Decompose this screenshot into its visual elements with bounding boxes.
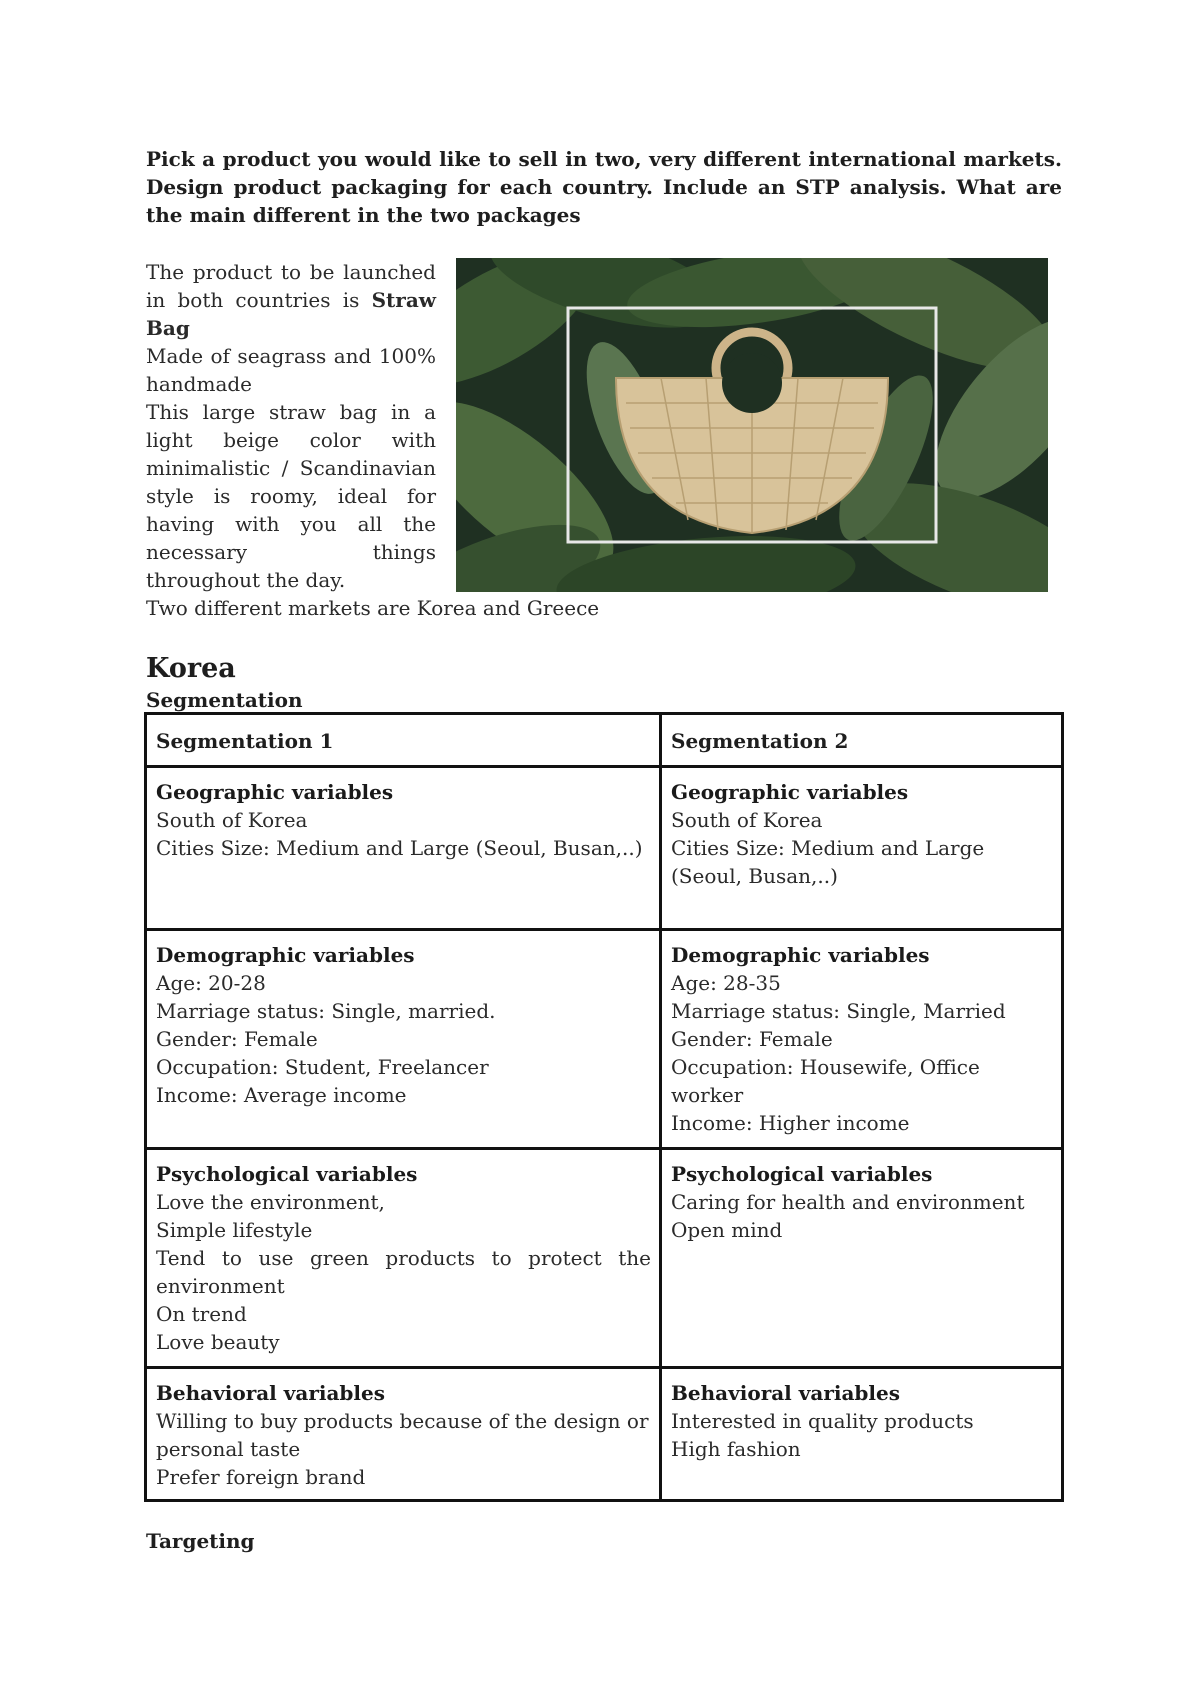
intro-material-line: Made of seagrass and 100% handmade xyxy=(146,344,436,396)
cell-line: Cities Size: Medium and Large (Seoul, Busan,..) xyxy=(671,836,985,888)
cell-line: Occupation: Student, Freelancer xyxy=(156,1055,489,1079)
cell-line: Tend to use green products to protect the environment xyxy=(156,1246,651,1298)
cell-line: Gender: Female xyxy=(671,1027,833,1051)
cell-line: Love beauty xyxy=(156,1330,280,1354)
country-heading: Korea xyxy=(146,653,236,684)
targeting-heading: Targeting xyxy=(146,1529,255,1553)
cell-line: Age: 20-28 xyxy=(156,971,266,995)
cell-line: Simple lifestyle xyxy=(156,1218,313,1242)
cell-line: South of Korea xyxy=(671,808,823,832)
cell-title: Behavioral variables xyxy=(156,1381,385,1405)
psychological-cell-2 xyxy=(661,1149,1063,1368)
product-name: Straw Bag xyxy=(146,288,436,340)
cell-line: Income: Average income xyxy=(156,1083,407,1107)
cell-line: Cities Size: Medium and Large (Seoul, Busan,..) xyxy=(156,836,643,860)
header-segmentation-2: Segmentation 2 xyxy=(661,714,1063,767)
cell-line: Marriage status: Single, married. xyxy=(156,999,496,1023)
cell-line: Prefer foreign brand xyxy=(156,1465,366,1489)
table-row xyxy=(146,930,1063,1149)
cell-title: Behavioral variables xyxy=(671,1381,900,1405)
cell-line: Gender: Female xyxy=(156,1027,318,1051)
cell-title: Geographic variables xyxy=(156,780,394,804)
intro-product-line xyxy=(146,258,436,342)
behavioral-cell-1 xyxy=(146,1368,661,1501)
cell-line: Occupation: Housewife, Office worker xyxy=(671,1055,980,1107)
cell-title: Geographic variables xyxy=(671,780,909,804)
cell-line: Age: 28-35 xyxy=(671,971,781,995)
product-intro xyxy=(146,258,436,594)
cell-line: High fashion xyxy=(671,1437,801,1461)
cell-title: Psychological variables xyxy=(156,1162,418,1186)
table-row xyxy=(146,767,1063,930)
cell-line: Caring for health and environment xyxy=(671,1190,1025,1214)
demographic-cell-2 xyxy=(661,930,1063,1149)
markets-statement: Two different markets are Korea and Greece xyxy=(146,596,600,620)
cell-line: Love the environment, xyxy=(156,1190,385,1214)
cell-line: Interested in quality products xyxy=(671,1409,974,1433)
cell-line: Open mind xyxy=(671,1218,783,1242)
cell-line: On trend xyxy=(156,1302,247,1326)
straw-bag-photo xyxy=(456,258,1048,592)
geographic-cell-1 xyxy=(146,767,661,930)
header-segmentation-1: Segmentation 1 xyxy=(146,714,661,767)
segmentation-heading: Segmentation xyxy=(146,688,303,712)
psychological-cell-1 xyxy=(146,1149,661,1368)
intro-prefix: The product to be launched in both countries is xyxy=(146,260,436,312)
cell-line: Income: Higher income xyxy=(671,1111,910,1135)
cell-line: Willing to buy products because of the design or personal taste xyxy=(156,1409,649,1461)
segmentation-table xyxy=(144,712,1064,1502)
cell-line: South of Korea xyxy=(156,808,308,832)
demographic-cell-1 xyxy=(146,930,661,1149)
cell-title: Psychological variables xyxy=(671,1162,933,1186)
cell-line: Marriage status: Single, Married xyxy=(671,999,1006,1023)
cell-title: Demographic variables xyxy=(156,943,415,967)
behavioral-cell-2 xyxy=(661,1368,1063,1501)
intro-description: This large straw bag in a light beige color with minimalistic / Scandinavian style is roomy, ideal for having with you all the necessary things throughout the day. xyxy=(146,400,436,592)
table-row xyxy=(146,1368,1063,1501)
table-header-row xyxy=(146,714,1063,767)
cell-title: Demographic variables xyxy=(671,943,930,967)
table-row xyxy=(146,1149,1063,1368)
assignment-prompt: Pick a product you would like to sell in two, very different international markets. Design product packaging for each country. Include an STP analysis. What are the main different in the two packages xyxy=(146,147,1062,227)
geographic-cell-2 xyxy=(661,767,1063,930)
